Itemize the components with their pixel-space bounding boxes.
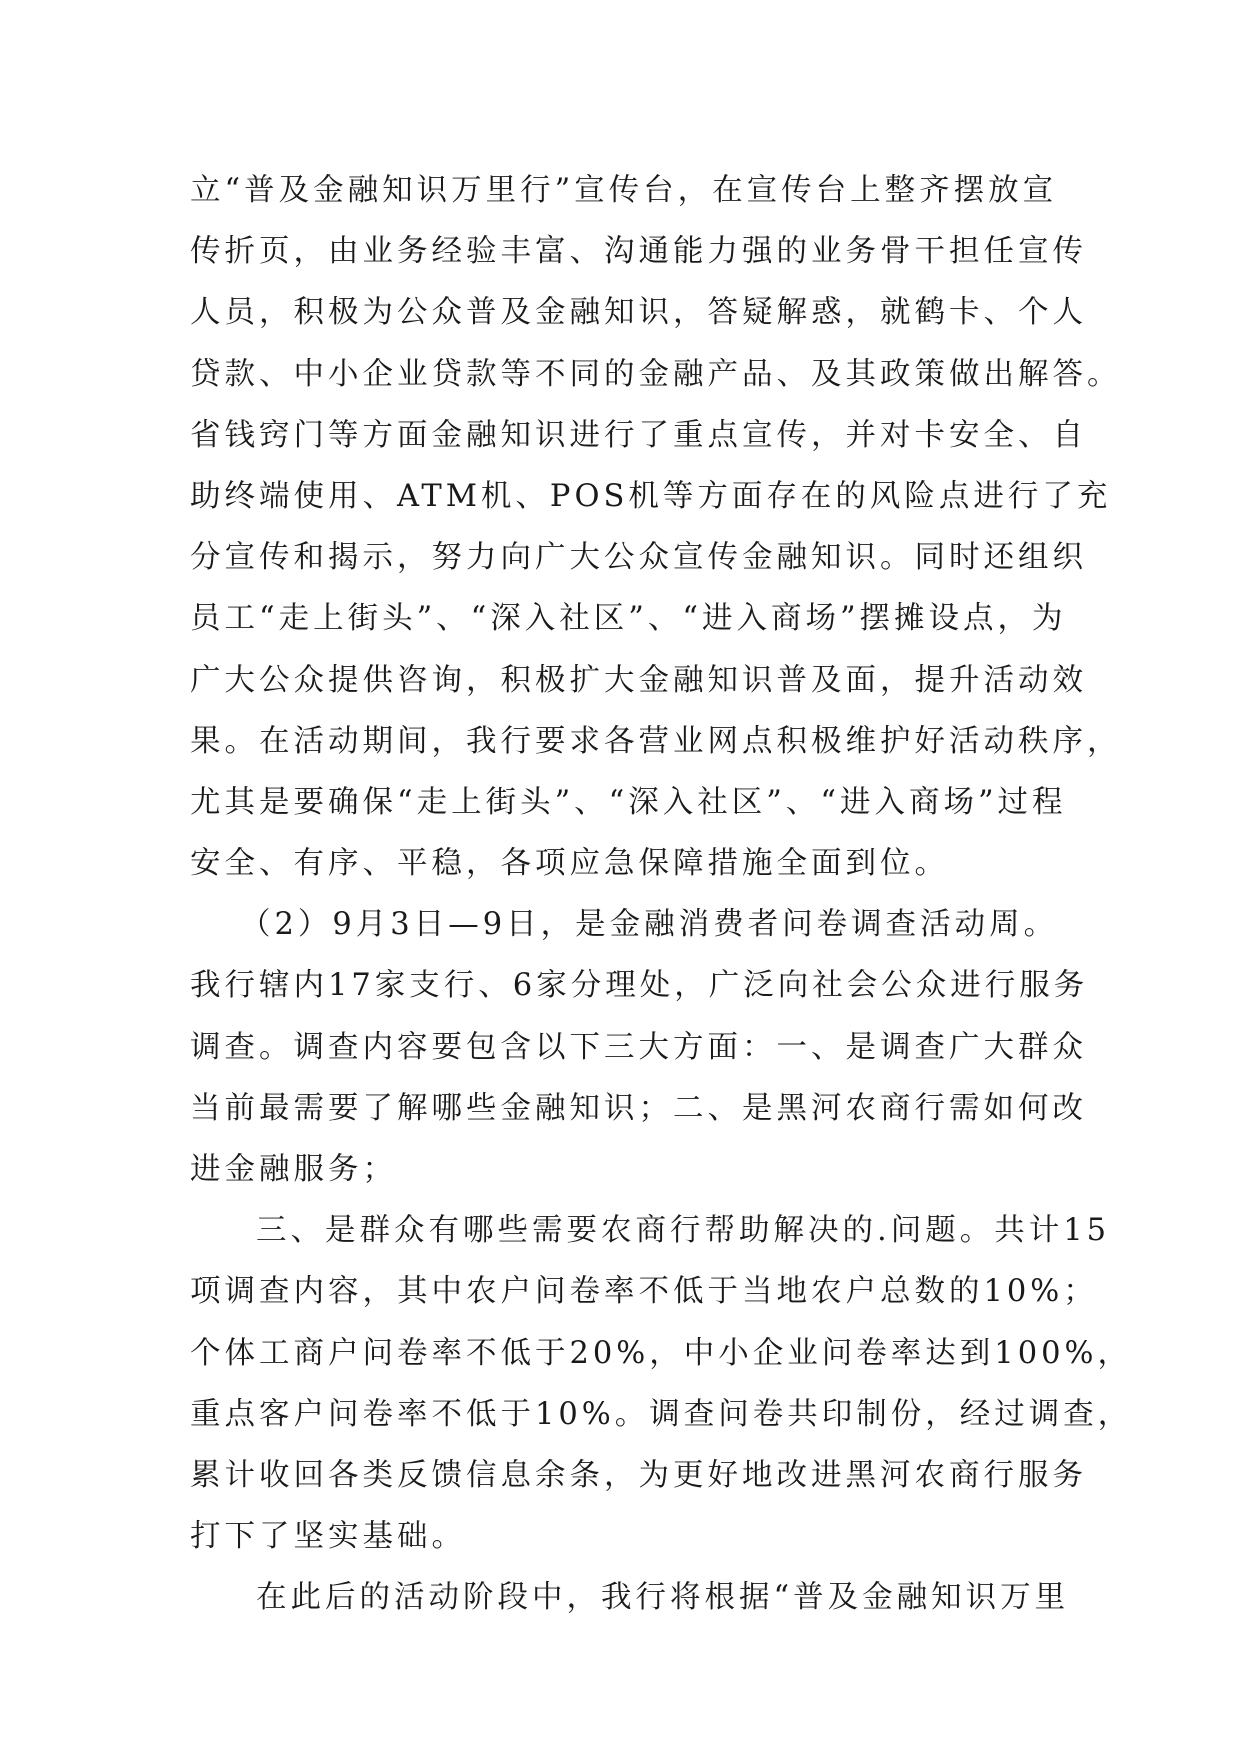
- text-line: 立“普及金融知识万里行”宣传台，在宣传台上整齐摆放宣: [190, 173, 1058, 208]
- text-line: 员工“走上街头”、“深入社区”、“进入商场”摆摊设点，为: [190, 601, 1067, 637]
- paragraph-start-line: 在此后的活动阶段中，我行将根据“普及金融知识万里: [256, 1580, 1070, 1616]
- text-line: 分宣传和揭示，努力向广大公众宣传金融知识。同时还组织: [190, 540, 1087, 576]
- text-line: 人员，积极为公众普及金融知识，答疑解惑，就鹤卡、个人: [190, 295, 1087, 331]
- paragraph-start-line: （2）9月3日—9日，是金融消费者问卷调查活动周。: [240, 907, 1059, 943]
- text-line: 安全、有序、平稳，各项应急保障措施全面到位。: [190, 846, 949, 882]
- text-line: 打下了坚实基础。: [190, 1519, 466, 1555]
- text-line: 省钱窍门等方面金融知识进行了重点宣传，并对卡安全、自: [190, 417, 1087, 453]
- text-line: 广大公众提供咨询，积极扩大金融知识普及面，提升活动效: [190, 662, 1087, 698]
- text-line: 项调查内容，其中农户问卷率不低于当地农户总数的10%；: [190, 1274, 1098, 1310]
- text-line: 调查。调查内容要包含以下三大方面：一、是调查广大群众: [190, 1029, 1087, 1065]
- text-line: 果。在活动期间，我行要求各营业网点积极维护好活动秩序，: [190, 723, 1122, 759]
- text-line: 进金融服务；: [190, 1152, 397, 1187]
- text-line: 累计收回各类反馈信息余条，为更好地改进黑河农商行服务: [190, 1457, 1087, 1493]
- text-line: 助终端使用、ATM机、POS机等方面存在的风险点进行了充: [190, 478, 1112, 514]
- text-line: 我行辖内17家支行、6家分理处，广泛向社会公众进行服务: [190, 968, 1089, 1004]
- body-text: [190, 160, 1133, 1629]
- text-line: 当前最需要了解哪些金融知识；二、是黑河农商行需如何改: [190, 1090, 1087, 1126]
- text-line: 个体工商户问卷率不低于20%，中小企业问卷率达到100%，: [190, 1335, 1132, 1371]
- paragraph-start-line: 三、是群众有哪些需要农商行帮助解决的.问题。共计15: [256, 1213, 1111, 1249]
- text-line: 重点客户问卷率不低于10%。调查问卷共印制份，经过调查，: [190, 1396, 1133, 1432]
- text-line: 尤其是要确保“走上街头”、“深入社区”、“进入商场”过程: [190, 784, 1067, 820]
- text-line: 传折页，由业务经验丰富、沟通能力强的业务骨干担任宣传: [190, 234, 1087, 270]
- text-line: 贷款、中小企业贷款等不同的金融产品、及其政策做出解答。: [190, 356, 1122, 392]
